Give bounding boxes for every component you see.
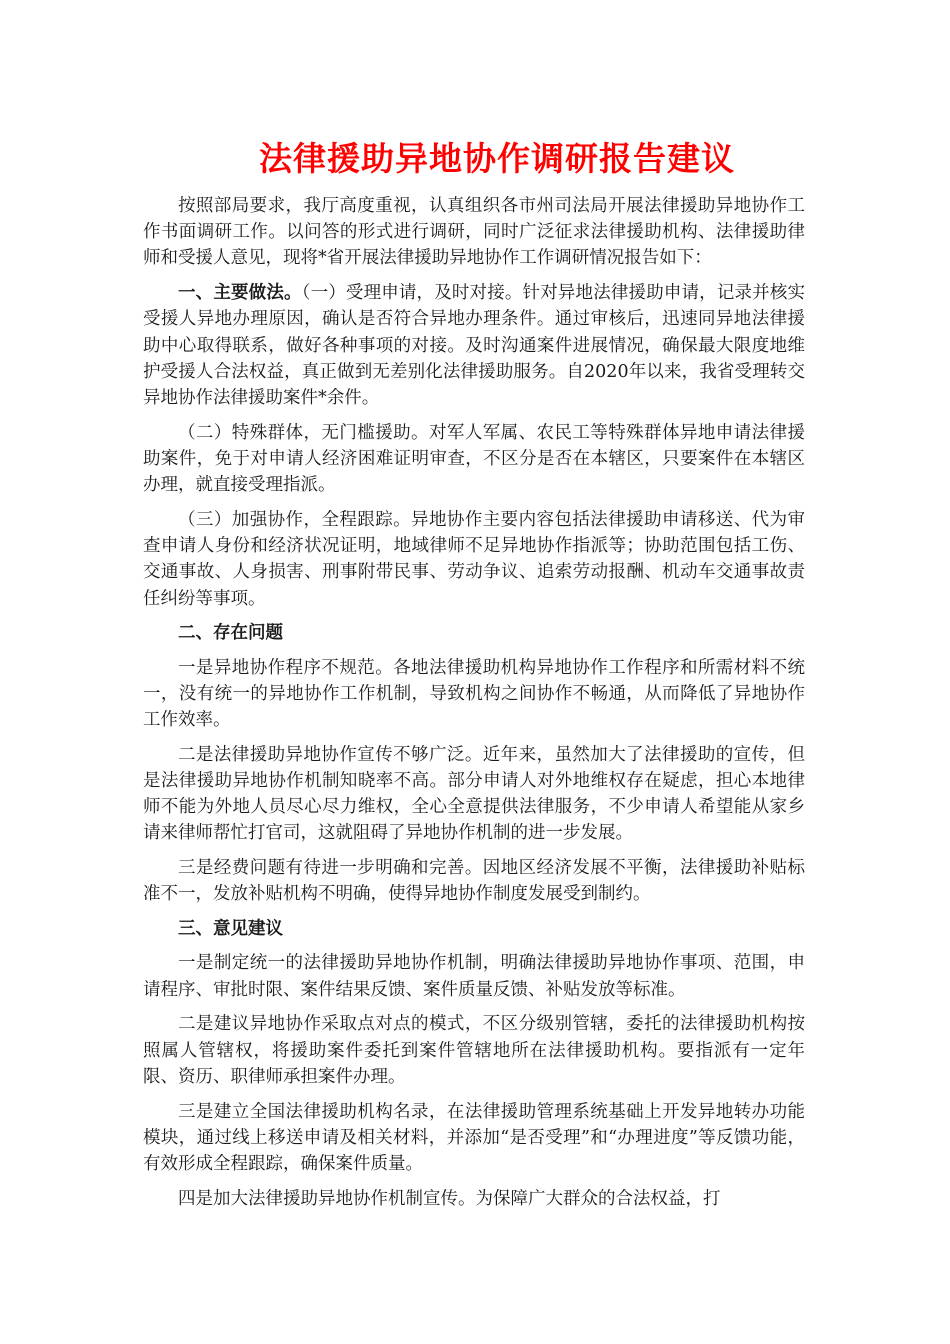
section3-paragraph3: 三是建立全国法律援助机构名录，在法律援助管理系统基础上开发异地转办功能模块，通过线上移送申请及相关材料，并添加“是否受理”和“办理进度”等反馈功能，有效形成全程跟踪，确保案件质量。 — [143, 1101, 805, 1175]
section2-paragraph3: 三是经费问题有待进一步明确和完善。因地区经济发展不平衡，法律援助补贴标准不一，发放补贴机构不明确，使得异地协作制度发展受到制约。 — [143, 858, 805, 905]
section1-paragraph1-text: （一）受理申请，及时对接。针对异地法律援助申请，记录并核实受援人异地办理原因，确认是否符合异地办理条件。通过审核后，迅速同异地法律援助中心取得联系，做好各种事项的对接。及时沟通案件进展情况，确保最大限度地维护受援人合法权益，真正做到无差别化法律援助服务。自2020年以来，我省受理转交异地协作法律援助案件*余件。 — [143, 283, 806, 409]
document-title: 法律援助异地协作调研报告建议 — [259, 139, 735, 178]
intro-paragraph: 按照部局要求，我厅高度重视，认真组织各市州司法局开展法律援助异地协作工作书面调研工作。以问答的形式进行调研，同时广泛征求法律援助机构、法律援助律师和受援人意见，现将*省开展法律援助异地协作工作调研情况报告如下： — [143, 196, 805, 269]
section2-paragraph2: 二是法律援助异地协作宣传不够广泛。近年来，虽然加大了法律援助的宣传，但是法律援助异地协作机制知晓率不高。部分申请人对外地维权存在疑虑，担心本地律师不能为外地人员尽心尽力维权，全心全意提供法律服务，不少申请人希望能从家乡请来律师帮忙打官司，这就阻碍了异地协作机制的进一步发展。 — [143, 744, 805, 844]
section3-heading: 三、意见建议 — [178, 919, 283, 940]
section1-paragraph1 — [143, 280, 805, 411]
section3-paragraph2: 二是建议异地协作采取点对点的模式，不区分级别管辖，委托的法律援助机构按照属人管辖权，将援助案件委托到案件管辖地所在法律援助机构。要指派有一定年限、资历、职律师承担案件办理。 — [143, 1014, 805, 1087]
section2-heading: 二、存在问题 — [178, 623, 283, 644]
section2-paragraph1: 一是异地协作程序不规范。各地法律援助机构异地协作工作程序和所需材料不统一，没有统一的异地协作工作机制，导致机构之间协作不畅通，从而降低了异地协作工作效率。 — [143, 657, 805, 731]
section3-paragraph1: 一是制定统一的法律援助异地协作机制，明确法律援助异地协作事项、范围，申请程序、审批时限、案件结果反馈、案件质量反馈、补贴发放等标准。 — [143, 953, 805, 1000]
section1-paragraph3: （三）加强协作，全程跟踪。异地协作主要内容包括法律援助申请移送、代为审查申请人身份和经济状况证明，地域律师不足异地协作指派等；协助范围包括工伤、交通事故、人身损害、刑事附带民事、劳动争议、追索劳动报酬、机动车交通事故责任纠纷等事项。 — [143, 510, 805, 609]
section3-paragraph4: 四是加大法律援助异地协作机制宣传。为保障广大群众的合法权益，打 — [178, 1188, 721, 1209]
section1-heading: 一、主要做法。 — [178, 283, 302, 304]
section1-paragraph2: （二）特殊群体，无门槛援助。对军人军属、农民工等特殊群体异地申请法律援助案件，免于对申请人经济困难证明审查，不区分是否在本辖区，只要案件在本辖区办理，就直接受理指派。 — [143, 422, 805, 496]
document-body — [143, 193, 805, 1221]
